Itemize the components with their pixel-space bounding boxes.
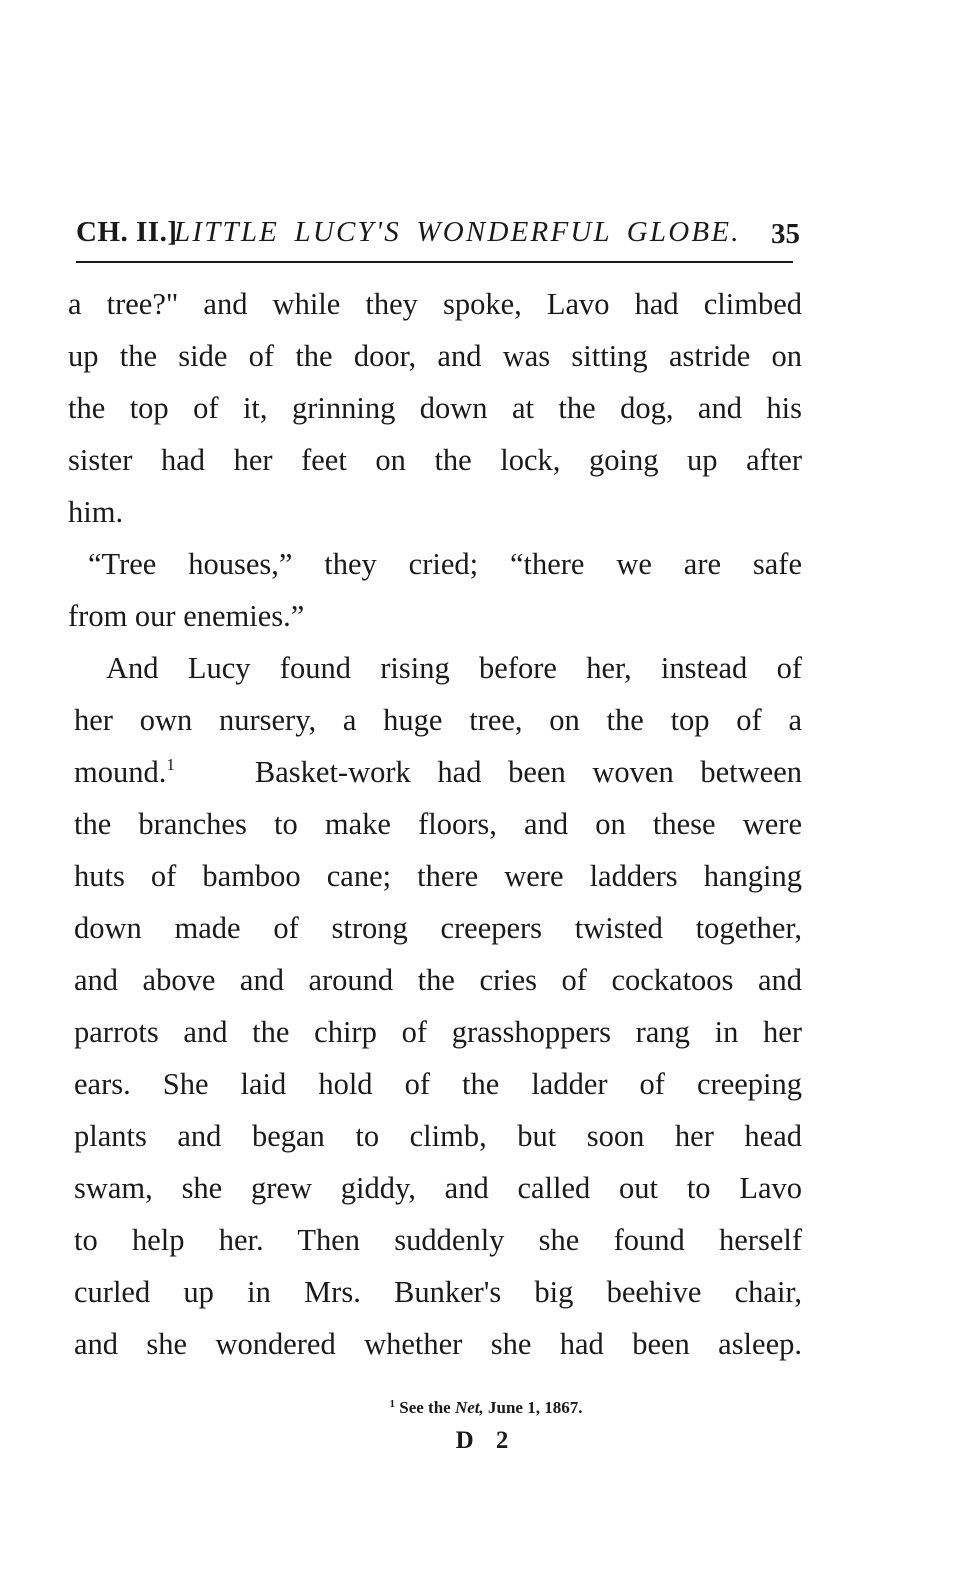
text-line: swam, she grew giddy, and called out to Lavo [74,1171,802,1205]
footnote-marker: 1 [389,1398,395,1410]
text-line: the branches to make floors, and on these were [74,807,802,841]
text-line: plants and began to climb, but soon her head [74,1119,802,1153]
footnote [0,1392,972,1420]
body-text [68,278,802,1370]
signature-mark: D 2 [455,1427,517,1454]
text-line: down made of strong creepers twisted together, [74,911,802,945]
footnote-publication: Net, [454,1398,484,1417]
text-line: up the side of the door, and was sitting astride on [68,339,802,373]
header-rule [76,261,793,263]
text-line: sister had her feet on the lock, going up after [68,443,802,477]
running-title: LITTLE LUCY'S WONDERFUL GLOBE. [174,216,741,248]
text-line: her own nursery, a huge tree, on the top of a [74,703,802,737]
chapter-marker: CH. II.] [76,216,178,248]
text-line: huts of bamboo cane; there were ladders hanging [74,859,802,893]
text-line: parrots and the chirp of grasshoppers rang in her [74,1015,802,1049]
text-line: And Lucy found rising before her, instead of [106,651,802,685]
footnote-prefix: See the [399,1398,451,1417]
text-line: ears. She laid hold of the ladder of creeping [74,1067,802,1101]
text-line: to help her. Then suddenly she found herself [74,1223,802,1257]
running-head [76,212,806,252]
text-line: a tree?" and while they spoke, Lavo had climbed [68,287,802,321]
text-line: and she wondered whether she had been asleep. [74,1327,802,1361]
line-rest: Basket-work had been woven between [254,755,803,789]
text-line: curled up in Mrs. Bunker's big beehive chair, [74,1275,802,1309]
text-line: the top of it, grinning down at the dog, and his [68,391,802,425]
text-line: and above and around the cries of cockatoos and [74,963,802,997]
text-line: “Tree houses,” they cried; “there we are safe [88,547,802,581]
mound-word: mound. [74,755,167,789]
text-line-with-footnote [68,746,802,798]
text-line: from our enemies.” [68,599,305,633]
text-line: him. [68,495,124,529]
footnote-date: June 1, 1867. [488,1398,583,1417]
footnote-reference: 1 [166,755,175,774]
page-number: 35 [771,218,800,250]
